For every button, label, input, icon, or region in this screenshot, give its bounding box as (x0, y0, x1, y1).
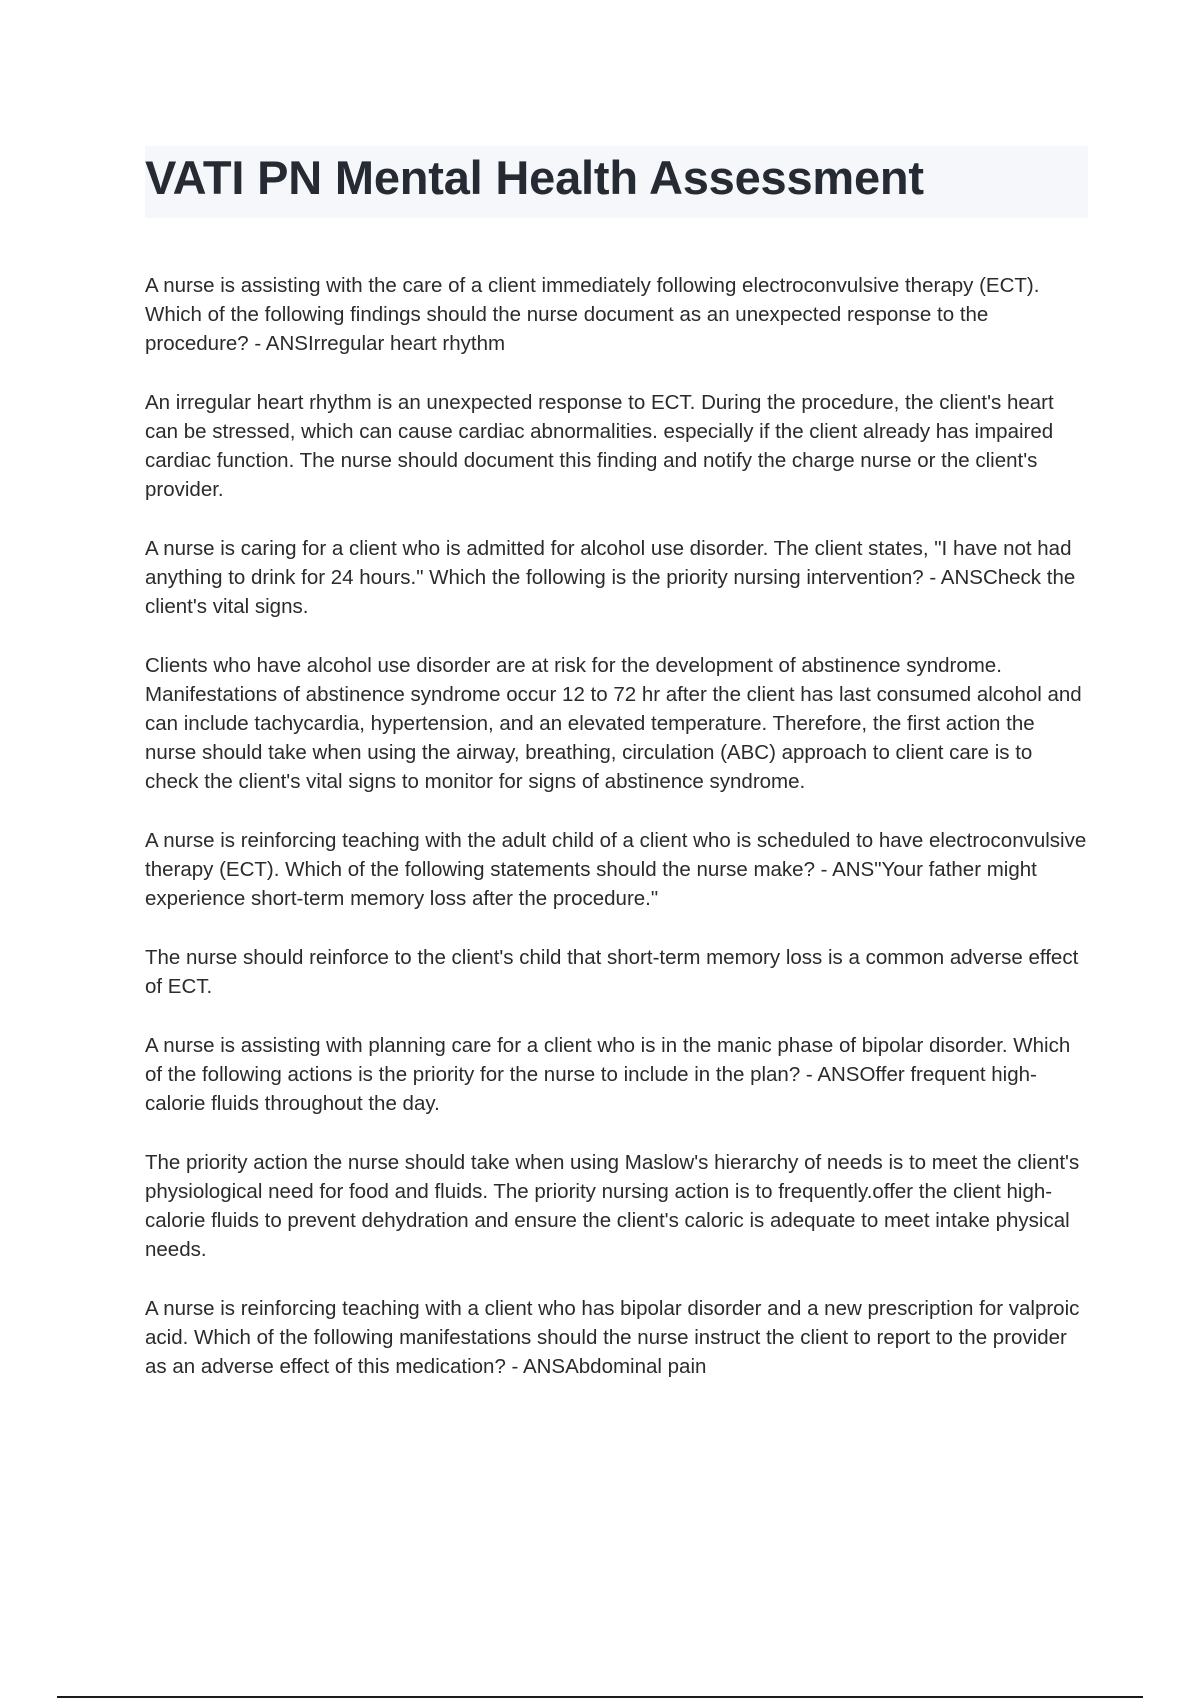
rationale-paragraph: Clients who have alcohol use disorder are at risk for the development of abstinence syndrome. Manifestations of abstinence syndrome occur 12 to 72 hr after the client has last consumed alcohol and can include tachycardia, hypertension, and an elevated temperature. Therefore, the first action the nurse should take when using the airway, breathing, circulation (ABC) approach to client care is to check the client's vital signs to monitor for signs of abstinence syndrome. (145, 654, 1082, 793)
rationale-paragraph: The priority action the nurse should take when using Maslow's hierarchy of needs is to meet the client's physiological need for food and fluids. The priority nursing action is to frequently.offer the client high-calorie fluids to prevent dehydration and ensure the client's caloric is adequate to meet intake physical needs. (145, 1151, 1080, 1261)
rationale-paragraph: An irregular heart rhythm is an unexpected response to ECT. During the procedure, the client's heart can be stressed, which can cause cardiac abnormalities. especially if the client already has impaired cardiac function. The nurse should document this finding and notify the charge nurse or the client's provider. (145, 391, 1054, 501)
rationale-paragraph: The nurse should reinforce to the client's child that short-term memory loss is a common adverse effect of ECT. (145, 946, 1079, 998)
document-body (145, 271, 1090, 1411)
document-title: VATI PN Mental Health Assessment (145, 151, 924, 204)
question-paragraph: A nurse is caring for a client who is admitted for alcohol use disorder. The client states, "I have not had anything to drink for 24 hours." Which the following is the priority nursing intervention? - ANSCheck the client's vital signs. (145, 537, 1076, 618)
question-paragraph: A nurse is assisting with the care of a client immediately following electroconvulsive therapy (ECT). Which of the following findings should the nurse document as an unexpected response to the procedure? - ANSIrregular heart rhythm (145, 274, 1040, 355)
question-paragraph: A nurse is reinforcing teaching with a client who has bipolar disorder and a new prescription for valproic acid. Which of the following manifestations should the nurse instruct the client to report to the provider as an adverse effect of this medication? - ANSAbdominal pain (145, 1297, 1080, 1378)
footer-divider (57, 1696, 1143, 1698)
question-paragraph: A nurse is reinforcing teaching with the adult child of a client who is scheduled to have electroconvulsive therapy (ECT). Which of the following statements should the nurse make? - ANS"Your father might experience short-term memory loss after the procedure." (145, 829, 1087, 910)
question-paragraph: A nurse is assisting with planning care for a client who is in the manic phase of bipolar disorder. Which of the following actions is the priority for the nurse to include in the plan? - ANSOffer frequent high-calorie fluids throughout the day. (145, 1034, 1071, 1115)
